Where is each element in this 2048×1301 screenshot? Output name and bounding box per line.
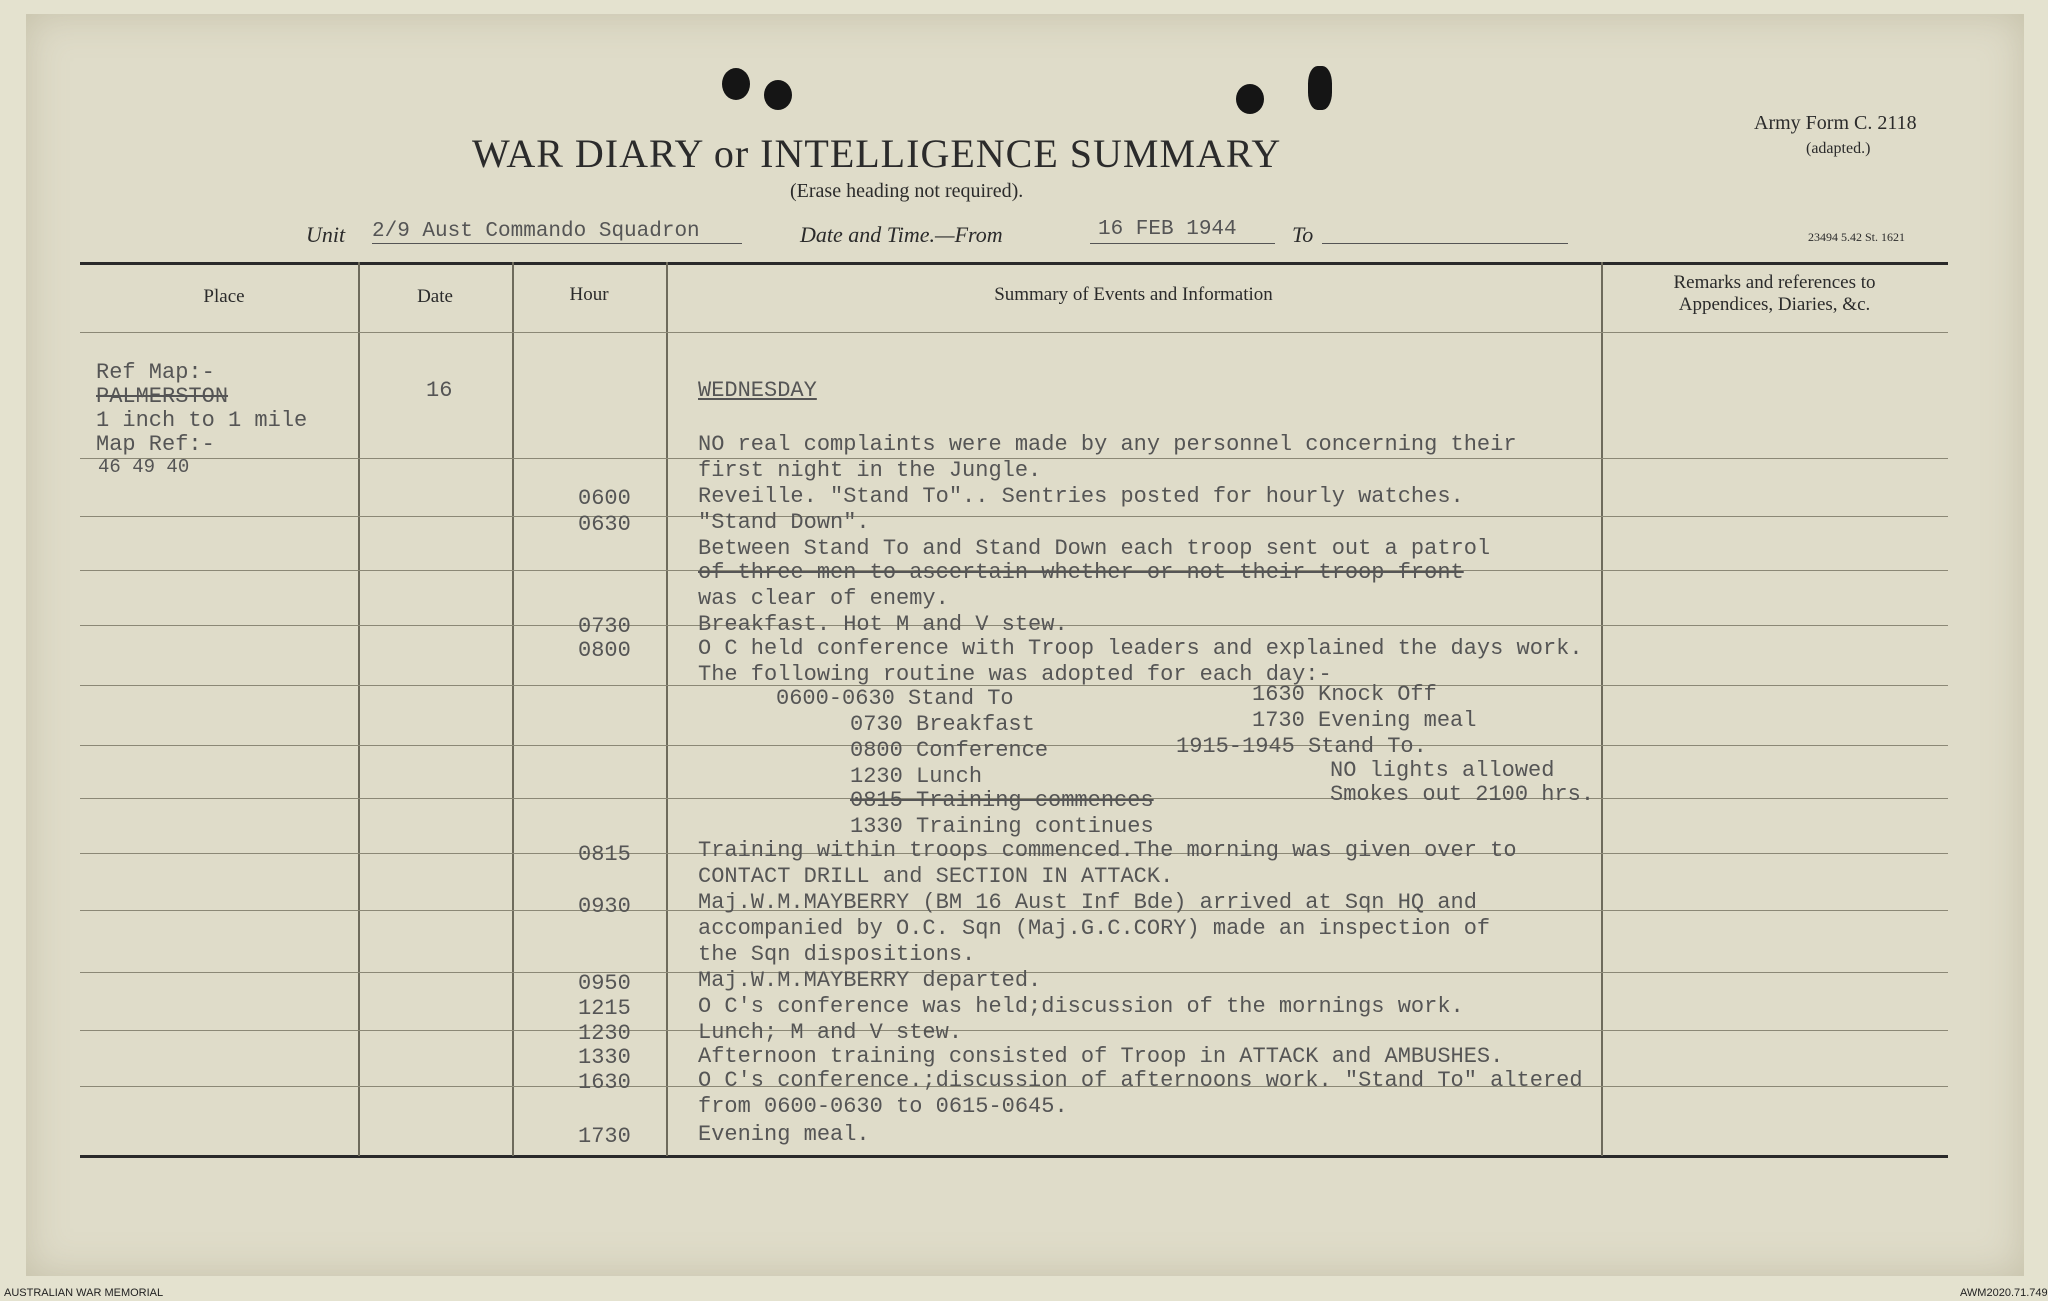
form-number: Army Form C. 2118 <box>1754 112 1917 134</box>
summary-line: first night in the Jungle. <box>698 458 1042 483</box>
summary-line: of three men to ascertain whether or not their troop front <box>698 560 1464 585</box>
hour-entry: 0950 <box>578 971 631 996</box>
form-adapted: (adapted.) <box>1806 140 1871 157</box>
summary-line: O C held conference with Troop leaders and explained the days work. <box>698 636 1583 661</box>
archive-footer-left: AUSTRALIAN WAR MEMORIAL <box>4 1287 164 1299</box>
column-header-date: Date <box>417 286 453 307</box>
summary-line: Training within troops commenced.The morning was given over to <box>698 838 1517 863</box>
punch-hole <box>1236 84 1264 114</box>
to-underline <box>1322 243 1568 244</box>
column-divider <box>358 262 360 1156</box>
summary-line: accompanied by O.C. Sqn (Maj.G.C.CORY) made an inspection of <box>698 916 1491 941</box>
summary-line: Maj.W.M.MAYBERRY departed. <box>698 968 1042 993</box>
to-label: To <box>1292 222 1314 247</box>
routine-item: NO lights allowed <box>1330 758 1555 783</box>
date-value: 16 FEB 1944 <box>1098 218 1237 241</box>
table-bottom-rule <box>80 1155 1948 1158</box>
routine-item: 1630 Knock Off <box>1252 682 1437 707</box>
column-divider <box>512 262 514 1156</box>
routine-item: 0730 Breakfast <box>850 712 1035 737</box>
summary-line: O C's conference.;discussion of afternoons work. "Stand To" altered <box>698 1068 1583 1093</box>
place-entry: Map Ref:- <box>96 432 215 457</box>
hour-entry: 0730 <box>578 614 631 639</box>
place-entry: 46 49 40 <box>98 456 190 478</box>
remarks-header-line: Remarks and references to <box>1673 272 1876 293</box>
routine-item: 0800 Conference <box>850 738 1049 763</box>
hour-entry: 1215 <box>578 996 631 1021</box>
row-rule <box>80 1030 1948 1031</box>
summary-line: O C's conference was held;discussion of the mornings work. <box>698 994 1464 1019</box>
hour-entry: 1630 <box>578 1070 631 1095</box>
summary-line: Lunch; M and V stew. <box>698 1020 963 1045</box>
unit-underline <box>372 243 742 244</box>
place-entry: PALMERSTON <box>96 384 229 409</box>
archive-footer-right: AWM2020.71.749 <box>1960 1287 2048 1299</box>
hour-entry: 0930 <box>578 894 631 919</box>
routine-item: 1330 Training continues <box>850 814 1154 839</box>
column-divider <box>1601 262 1603 1156</box>
unit-value: 2/9 Aust Commando Squadron <box>372 220 700 243</box>
date-underline <box>1090 243 1275 244</box>
hour-entry: 0600 <box>578 486 631 511</box>
summary-line: from 0600-0630 to 0615-0645. <box>698 1094 1068 1119</box>
hour-entry: 1730 <box>578 1124 631 1149</box>
column-divider <box>666 262 668 1156</box>
page-subtitle: (Erase heading not required). <box>790 180 1024 202</box>
routine-item: 1230 Lunch <box>850 764 983 789</box>
date-entry: 16 <box>426 378 453 403</box>
column-header-hour: Hour <box>569 284 609 305</box>
summary-line: was clear of enemy. <box>698 586 949 611</box>
summary-line: Maj.W.M.MAYBERRY (BM 16 Aust Inf Bde) arrived at Sqn HQ and <box>698 890 1477 915</box>
hour-entry: 0815 <box>578 842 631 867</box>
column-header-remarks <box>1601 272 1948 316</box>
routine-item: 0815 Training commences <box>850 788 1154 813</box>
print-code: 23494 5.42 St. 1621 <box>1808 230 1906 244</box>
summary-line: Reveille. "Stand To".. Sentries posted for hourly watches. <box>698 484 1464 509</box>
remarks-header-line: Appendices, Diaries, &c. <box>1678 294 1871 315</box>
summary-line: Evening meal. <box>698 1122 870 1147</box>
hour-entry: 1330 <box>578 1045 631 1070</box>
summary-day: WEDNESDAY <box>698 378 817 403</box>
column-header-summary: Summary of Events and Information <box>994 284 1273 305</box>
column-header-place: Place <box>203 286 245 307</box>
hour-entry: 0630 <box>578 512 631 537</box>
summary-line: the Sqn dispositions. <box>698 942 976 967</box>
hour-entry: 0800 <box>578 638 631 663</box>
summary-line: Between Stand To and Stand Down each troop sent out a patrol <box>698 536 1491 561</box>
summary-line: NO real complaints were made by any personnel concerning their <box>698 432 1517 457</box>
row-rule <box>80 516 1948 517</box>
summary-line: "Stand Down". <box>698 510 870 535</box>
routine-item: 1730 Evening meal <box>1252 708 1477 733</box>
place-entry: 1 inch to 1 mile <box>96 408 308 433</box>
summary-line: CONTACT DRILL and SECTION IN ATTACK. <box>698 864 1174 889</box>
routine-item: 1915-1945 Stand To. <box>1176 734 1427 759</box>
punch-hole <box>764 80 792 110</box>
unit-label: Unit <box>306 222 346 247</box>
summary-line: Afternoon training consisted of Troop in ATTACK and AMBUSHES. <box>698 1044 1504 1069</box>
punch-hole <box>722 68 750 100</box>
routine-item: 0600-0630 Stand To <box>776 686 1014 711</box>
hour-entry: 1230 <box>578 1021 631 1046</box>
table-top-rule <box>80 262 1948 265</box>
summary-line: The following routine was adopted for each day:- <box>698 662 1332 687</box>
date-label: Date and Time.—From <box>800 222 1003 247</box>
header-rule <box>80 332 1948 333</box>
page-title: WAR DIARY or INTELLIGENCE SUMMARY <box>472 131 1282 176</box>
punch-hole <box>1308 66 1332 110</box>
summary-line: Breakfast. Hot M and V stew. <box>698 612 1068 637</box>
place-entry: Ref Map:- <box>96 360 215 385</box>
routine-item: Smokes out 2100 hrs. <box>1330 782 1595 807</box>
